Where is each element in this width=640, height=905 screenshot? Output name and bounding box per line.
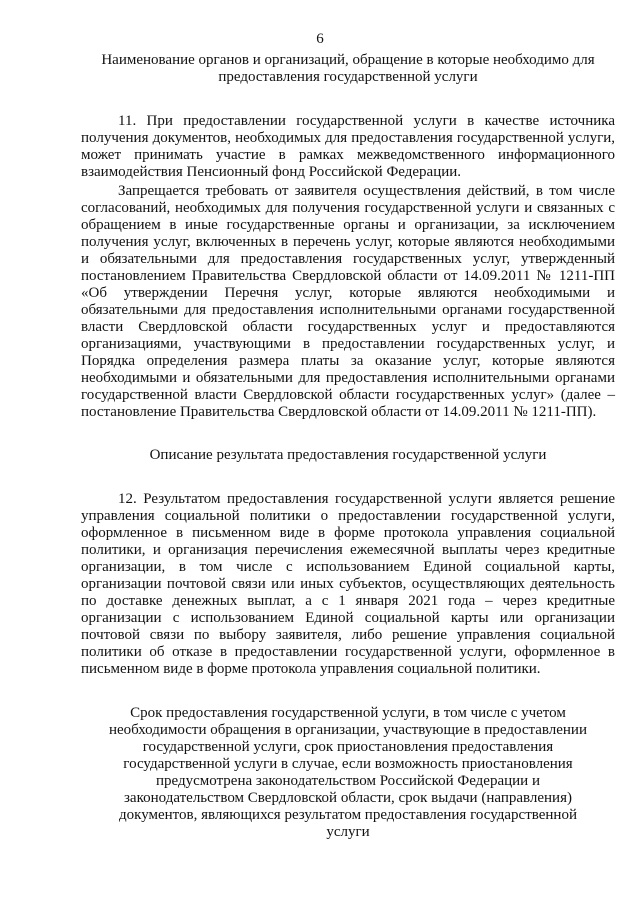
paragraph-11: 11. При предоставлении государственной услуги в качестве источника получения документов, необходимых для предоставления государственной услуги, может принимать участие в рамках межведомственного информационного взаимодействия Пенсионный фонд Российской Федерации. — [81, 113, 615, 180]
paragraph-11-prohibition: Запрещается требовать от заявителя осуществления действий, в том числе согласований, необходимых для получения государственной услуги и связанных с обращением в иные государственные органы и организации, за исключением получения услуг, включенных в перечень услуг, которые являются необходимыми и обязательными для предоставления государственных услуг, утвержденный постановлением Правительства Свердловской области от 14.09.2011 № 1211-ПП «Об утверждении Перечня услуг, которые являются необходимыми и обязательными для предоставления исполнительными органами государственной власти Свердловской области государственных услуг и предоставляются организациями, участвующими в предоставлении государственных услуг, и Порядка определения размера платы за оказание услуг, которые являются необходимыми и обязательными для предоставления исполнительными органами государственной власти Свердловской области государственных услуг» (далее – постановление Правительства Свердловской области от 14.09.2011 № 1211-ПП). — [81, 183, 615, 420]
paragraph-12: 12. Результатом предоставления государственной услуги является решение управления социальной политики о предоставлении государственной услуги, оформленное в письменном виде в форме протокола управления социальной политики, и организация перечисления ежемесячной выплаты через кредитные организации, в том числе с использованием Единой социальной карты, организации почтовой связи или иных субъектов, осуществляющих деятельность по доставке денежных выплат, а с 1 января 2021 года – через кредитные организации с использованием Единой социальной карты или организации почтовой связи по выбору заявителя, либо решение управления социальной политики об отказе в предоставлении государственной услуги, оформленное в письменном виде в форме протокола управления социальной политики. — [81, 491, 615, 677]
section-heading-result: Описание результата предоставления государственной услуги — [149, 447, 547, 463]
document-body — [81, 52, 615, 841]
section-heading-term: Срок предоставления государственной услуги, в том числе с учетом необходимости обращения в организации, участвующие в предоставлении государственной услуги, срок приостановления предоставления государственной услуги в случае, если возможность приостановления предусмотрена законодательством Российской Федерации и законодательством Свердловской области, срок выдачи (направления) документов, являющихся результатом предоставления государственной услуги — [109, 705, 587, 840]
page-number: 6 — [316, 31, 324, 47]
section-heading-organizations: Наименование органов и организаций, обращение в которые необходимо для предоставления государственной услуги — [101, 52, 595, 85]
